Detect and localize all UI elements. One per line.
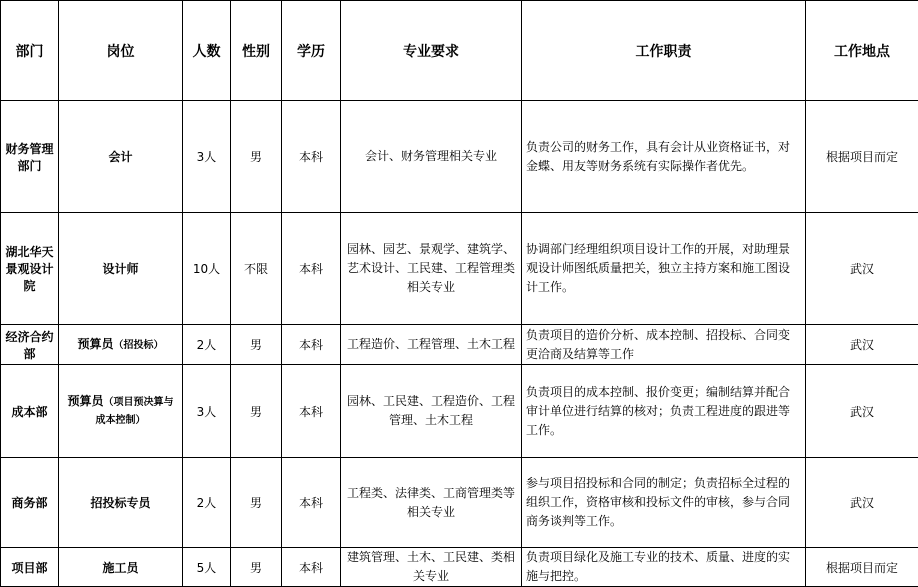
position-title: 招投标专员 — [90, 496, 150, 510]
position-cell — [59, 458, 183, 548]
dept-cell: 经济合约部 — [1, 325, 59, 365]
count-cell: 3人 — [183, 101, 231, 213]
education-cell: 本科 — [282, 101, 341, 213]
position-cell — [59, 548, 183, 587]
position-cell — [59, 365, 183, 458]
gender-cell: 男 — [231, 458, 282, 548]
gender-cell: 男 — [231, 365, 282, 458]
table-row — [1, 458, 918, 548]
position-title: 预算员 — [77, 337, 113, 351]
duties-cell: 负责项目绿化及施工专业的技术、质量、进度的实施与把控。 — [522, 548, 806, 587]
table-row — [1, 101, 918, 213]
position-cell — [59, 325, 183, 365]
duties-cell: 负责项目的造价分析、成本控制、招投标、合同变更洽商及结算等工作 — [522, 325, 806, 365]
position-cell — [59, 213, 183, 325]
header-row — [1, 1, 918, 101]
location-cell: 根据项目而定 — [806, 548, 918, 587]
position-note: （招投标） — [114, 340, 164, 351]
major-cell: 建筑管理、土木、工民建、类相关专业 — [341, 548, 522, 587]
count-cell: 10人 — [183, 213, 231, 325]
header-dept: 部门 — [1, 1, 59, 101]
location-cell: 武汉 — [806, 365, 918, 458]
gender-cell: 男 — [231, 325, 282, 365]
count-cell: 2人 — [183, 325, 231, 365]
major-cell: 工程类、法律类、工商管理类等相关专业 — [341, 458, 522, 548]
duties-cell: 参与项目招投标和合同的制定；负责招标全过程的组织工作，资格审核和投标文件的审核，参与合同商务谈判等工作。 — [522, 458, 806, 548]
position-title: 预算员 — [67, 394, 103, 408]
gender-cell: 不限 — [231, 213, 282, 325]
location-cell: 武汉 — [806, 325, 918, 365]
education-cell: 本科 — [282, 458, 341, 548]
table-row — [1, 213, 918, 325]
major-cell: 会计、财务管理相关专业 — [341, 101, 522, 213]
major-cell: 工程造价、工程管理、土木工程 — [341, 325, 522, 365]
gender-cell: 男 — [231, 101, 282, 213]
header-position: 岗位 — [59, 1, 183, 101]
position-cell — [59, 101, 183, 213]
education-cell: 本科 — [282, 325, 341, 365]
major-cell: 园林、工民建、工程造价、工程管理、土木工程 — [341, 365, 522, 458]
duties-cell: 协调部门经理组织项目设计工作的开展，对助理景观设计师图纸质量把关，独立主持方案和施工图设计工作。 — [522, 213, 806, 325]
position-note: （项目预决算与成本控制） — [96, 397, 174, 426]
table-row — [1, 325, 918, 365]
dept-cell: 财务管理部门 — [1, 101, 59, 213]
location-cell: 根据项目而定 — [806, 101, 918, 213]
education-cell: 本科 — [282, 365, 341, 458]
header-count: 人数 — [183, 1, 231, 101]
dept-cell: 湖北华天景观设计院 — [1, 213, 59, 325]
count-cell: 5人 — [183, 548, 231, 587]
count-cell: 3人 — [183, 365, 231, 458]
header-gender: 性别 — [231, 1, 282, 101]
count-cell: 2人 — [183, 458, 231, 548]
major-cell: 园林、园艺、景观学、建筑学、艺术设计、工民建、工程管理类相关专业 — [341, 213, 522, 325]
position-title: 会计 — [108, 150, 132, 164]
dept-cell: 成本部 — [1, 365, 59, 458]
duties-cell: 负责公司的财务工作，具有会计从业资格证书，对金蝶、用友等财务系统有实际操作者优先。 — [522, 101, 806, 213]
header-location: 工作地点 — [806, 1, 918, 101]
location-cell: 武汉 — [806, 458, 918, 548]
duties-cell: 负责项目的成本控制、报价变更；编制结算并配合审计单位进行结算的核对；负责工程进度的跟进等工作。 — [522, 365, 806, 458]
dept-cell: 项目部 — [1, 548, 59, 587]
dept-cell: 商务部 — [1, 458, 59, 548]
table-row — [1, 365, 918, 458]
table-row — [1, 548, 918, 587]
header-major: 专业要求 — [341, 1, 522, 101]
education-cell: 本科 — [282, 548, 341, 587]
education-cell: 本科 — [282, 213, 341, 325]
header-duties: 工作职责 — [522, 1, 806, 101]
position-title: 设计师 — [102, 262, 138, 276]
location-cell: 武汉 — [806, 213, 918, 325]
position-title: 施工员 — [102, 561, 138, 575]
header-education: 学历 — [282, 1, 341, 101]
gender-cell: 男 — [231, 548, 282, 587]
